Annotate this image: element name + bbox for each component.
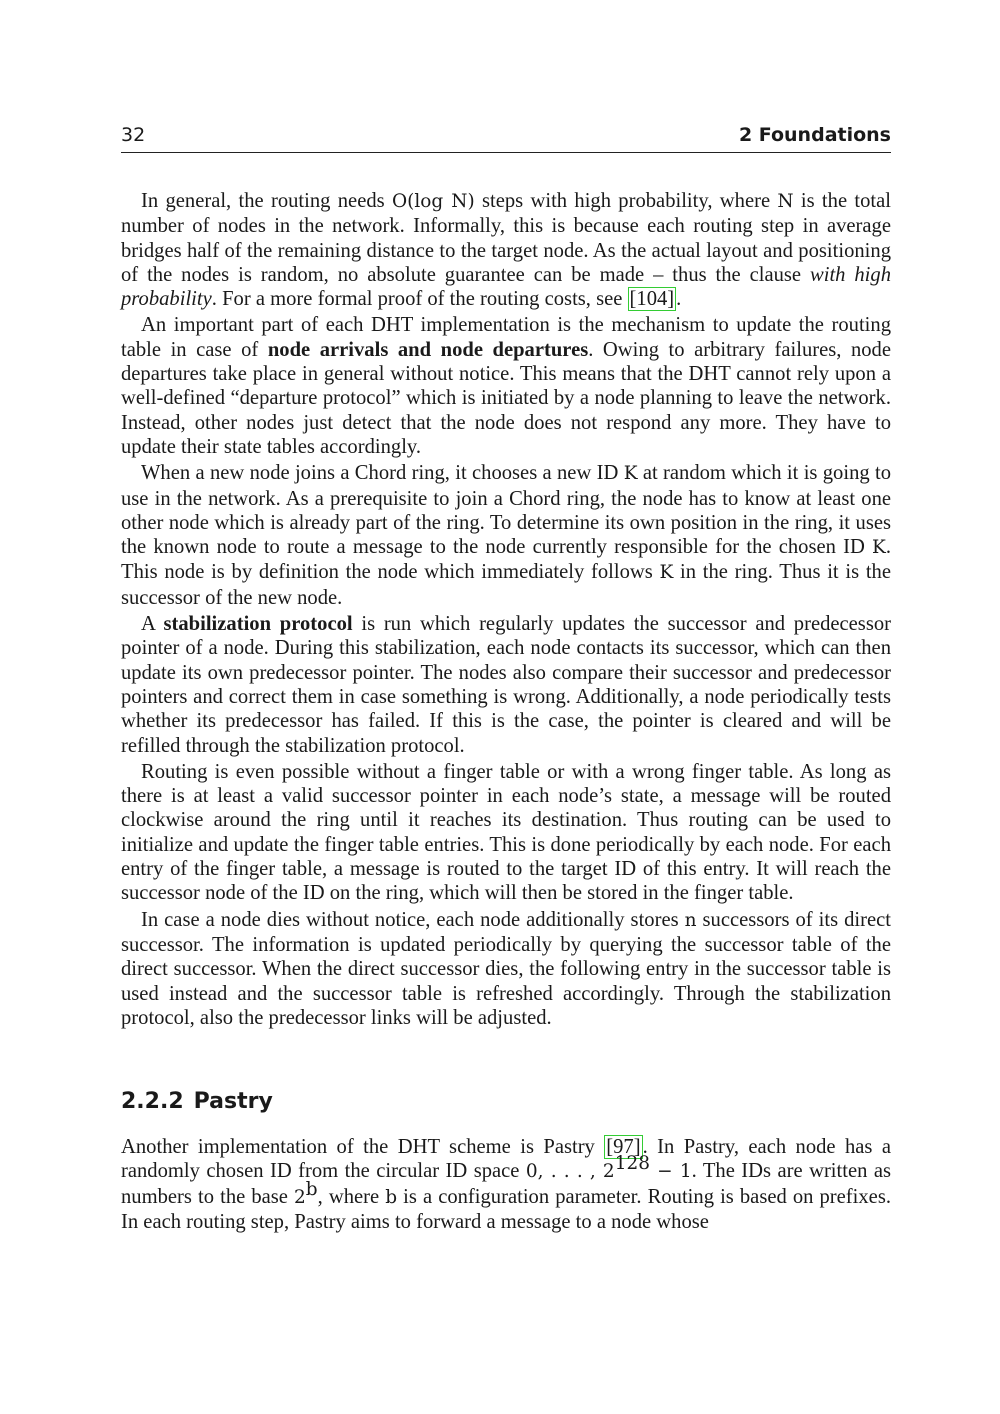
text: . bbox=[676, 288, 682, 311]
section-body bbox=[121, 1135, 891, 1234]
text: in the ring. Thus it is the successor of the new node. bbox=[121, 561, 891, 609]
paragraph-finger-table: Routing is even possible without a finger table or with a wrong finger table. As long as there is at least a valid successor pointer in each node’s state, a message will be routed clockwise around the ring until it reaches its destination. Thus routing can be used to initialize and update the finger table entries. This is done periodically by each node. For each entry of the finger table, a message is routed to the target ID of this entry. It will reach the successor node of the ID on the ring, which will then be stored in the finger table. bbox=[121, 760, 891, 905]
text: at random which it is going to use in the network. As a prerequisite to join a Chord ring, the node has to know at least one other node which is already part of the ring. To determine its own position in the ring, it uses the known node to route a message to the node currently responsible for the chosen ID bbox=[121, 462, 892, 559]
paragraph-routing-cost bbox=[121, 189, 891, 311]
math-expression: − 1 bbox=[650, 1161, 692, 1183]
section-title: Pastry bbox=[193, 1089, 273, 1114]
text: is a configuration parameter. Routing is based on prefixes. In each routing step, Pastry aims to forward a message to a node whose bbox=[121, 1185, 891, 1233]
math-expression: n bbox=[684, 909, 697, 931]
chapter-title: 2 Foundations bbox=[738, 124, 891, 146]
text: . This node is by definition the node which immediately follows bbox=[121, 536, 891, 584]
text: . Owing to arbitrary failures, node departures take place in general without notice. This means that the DHT cannot rely upon a well-defined “departure protocol” which is initiated by a node planning to leave the network. Instead, other nodes just detect that the node does not respond any more. They have to update their state tables accordingly. bbox=[121, 338, 891, 458]
text: is run which regularly updates the successor and predecessor pointer of a node. During this stabilization, each node contacts its successor, which can then update its own predecessor pointer. The nodes also compare their successor and predecessor pointers and correct them in case something is wrong. Additionally, a node periodically tests whether its predecessor has failed. If this is the case, the pointer is cleared and will be refilled through the stabilization protocol. bbox=[121, 613, 891, 757]
paragraph-node-join bbox=[121, 461, 891, 610]
page-number: 32 bbox=[121, 124, 146, 146]
section-number: 2.2.2 bbox=[121, 1089, 184, 1114]
math-expression: b bbox=[385, 1186, 398, 1208]
section-heading bbox=[121, 1089, 273, 1114]
emphasis: with high probability bbox=[121, 263, 891, 311]
text: . In Pastry, each node has a randomly chosen ID from the circular ID space bbox=[121, 1136, 891, 1183]
text: , where bbox=[317, 1185, 386, 1208]
superscript: b bbox=[305, 1178, 318, 1200]
text: successors of its direct successor. The information is updated periodically by querying the successor table of the direct successor. When the direct successor dies, the following entry in the successor table is used instead and the successor table is refreshed accordingly. Through the stabilization protocol, also the predecessor links will be adjusted. bbox=[121, 908, 891, 1029]
math-expression: 2 bbox=[294, 1186, 306, 1208]
superscript: 128 bbox=[614, 1153, 651, 1175]
bold-term: node arrivals and node departures bbox=[267, 338, 589, 361]
body-text bbox=[121, 189, 891, 1032]
text: . The IDs are written as numbers to the base bbox=[121, 1160, 891, 1208]
text: When a new node joins a Chord ring, it chooses a new ID bbox=[141, 462, 624, 485]
citation-link[interactable]: [104] bbox=[629, 288, 675, 311]
math-expression: K bbox=[659, 562, 674, 584]
paragraph-stabilization bbox=[121, 612, 891, 758]
paragraph-node-departures bbox=[121, 313, 891, 459]
math-expression: 0, . . . , 2 bbox=[525, 1161, 615, 1183]
citation-link[interactable]: [97] bbox=[606, 1136, 641, 1158]
math-expression: O(log N) bbox=[391, 191, 475, 212]
text: steps with high probability, where bbox=[474, 190, 778, 212]
math-expression: K bbox=[623, 463, 638, 485]
text: An important part of each DHT implementation is the mechanism to update the routing table in case of bbox=[121, 314, 891, 361]
running-header bbox=[121, 124, 891, 153]
text: . For a more formal proof of the routing costs, see bbox=[211, 288, 628, 311]
text: A bbox=[141, 613, 164, 636]
math-expression: N bbox=[777, 191, 794, 212]
text: Another implementation of the DHT scheme is Pastry bbox=[121, 1136, 605, 1158]
text: In case a node dies without notice, each node additionally stores bbox=[141, 908, 685, 931]
paragraph-successor-list bbox=[121, 908, 891, 1030]
math-expression: K bbox=[872, 537, 886, 559]
text: is the total number of nodes in the network. Informally, this is because each routing step in average bridges half of the remaining distance to the target node. As the actual layout and positioning of the nodes is random, no absolute guarantee can be made – thus the clause bbox=[121, 190, 891, 286]
bold-term: stabilization protocol bbox=[163, 613, 353, 636]
text: In general, the routing needs bbox=[141, 190, 392, 212]
paragraph-pastry-intro bbox=[121, 1135, 891, 1234]
